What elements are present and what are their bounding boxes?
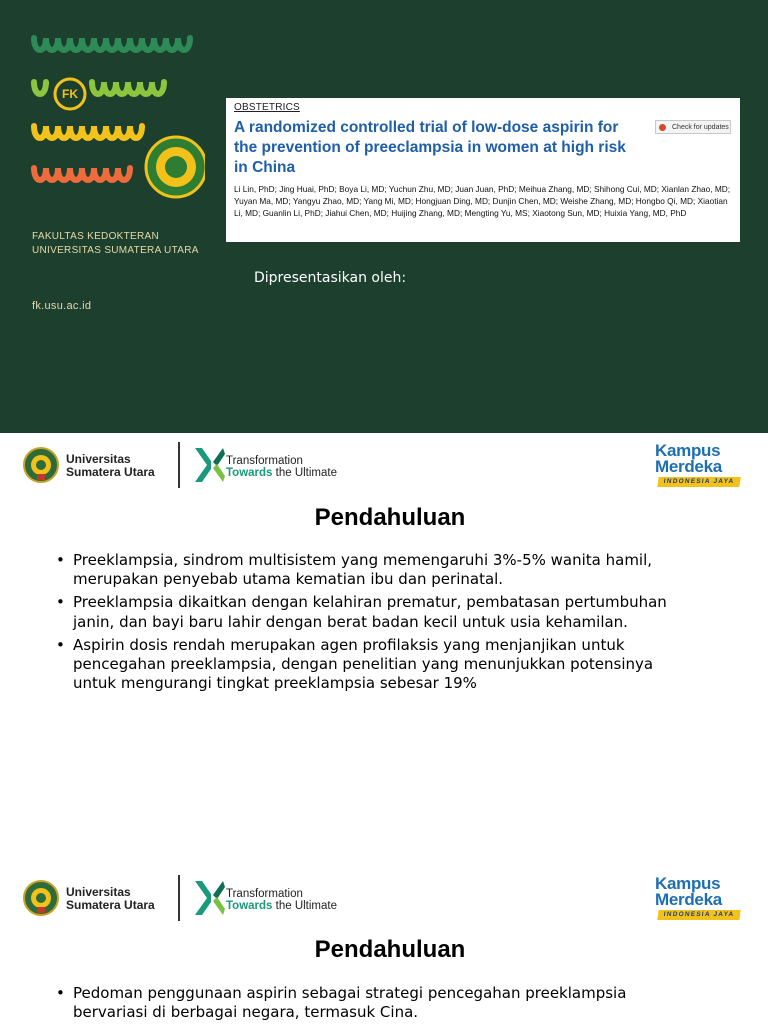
bullet-list: [56, 551, 676, 697]
check-updates-badge: Check for updates: [655, 120, 731, 134]
slide-title: Pendahuluan: [314, 504, 466, 531]
title-slide: [0, 0, 768, 433]
faculty-name: FAKULTAS KEDOKTERAN: [32, 231, 160, 242]
intro-slide-2: [0, 866, 768, 1024]
usu-logo-text: Universitas Sumatera Utara: [66, 885, 155, 912]
transformation-logo-text: Transformation Towards the Ultimate: [226, 888, 337, 912]
fk-wave-logo: [30, 32, 205, 202]
usu-seal-icon: [23, 447, 59, 483]
paper-header-image: [226, 98, 740, 242]
university-name: UNIVERSITAS SUMATERA UTARA: [32, 245, 199, 256]
update-icon: [659, 124, 666, 131]
kampus-merdeka-logo: Kampus Merdeka INDONESIA JAYA: [655, 443, 745, 493]
paper-title: A randomized controlled trial of low-dose aspirin for the prevention of preeclampsia in women at high risk in China: [234, 119, 626, 176]
paper-section: OBSTETRICS: [234, 102, 300, 113]
slide-title: Pendahuluan: [314, 936, 466, 963]
header-divider: [178, 875, 180, 921]
list-item: • Preeklampsia, sindrom multisistem yang memengaruhi 3%-5% wanita hamil, merupakan penyebab utama kematian ibu dan perinatal.: [56, 551, 676, 589]
list-item: • Aspirin dosis rendah merupakan agen profilaksis yang menjanjikan untuk pencegahan preeklampsia, dengan penelitian yang menunjukkan potensinya untuk mengurangi tingkat preeklampsia sebesar 19%: [56, 636, 676, 694]
presenter-label: Dipresentasikan oleh:: [254, 270, 407, 286]
transformation-x-icon: [193, 446, 225, 484]
bullet-list: [56, 984, 676, 1024]
list-item: • Pedoman penggunaan aspirin sebagai strategi pencegahan preeklampsia bervariasi di berbagai negara, termasuk Cina.: [56, 984, 676, 1022]
list-item: • Preeklampsia dikaitkan dengan kelahiran prematur, pembatasan pertumbuhan janin, dan bayi baru lahir dengan berat badan kecil untuk usia kehamilan.: [56, 593, 676, 631]
kampus-merdeka-logo: Kampus Merdeka INDONESIA JAYA: [655, 876, 745, 926]
svg-text:FK: FK: [62, 87, 78, 101]
transformation-logo-text: Transformation Towards the Ultimate: [226, 455, 337, 479]
usu-seal-icon: [23, 880, 59, 916]
header-divider: [178, 442, 180, 488]
intro-slide-1: [0, 433, 768, 866]
faculty-website: fk.usu.ac.id: [32, 300, 92, 312]
paper-authors: Li Lin, PhD; Jing Huai, PhD; Boya Li, MD; Yuchun Zhu, MD; Juan Juan, PhD; Meihua Zhang, MD; Shihong Cui, MD; Xianlan Zhao, MD; Yuyan Ma, MD; Yangyu Zhao, MD; Yang Mi, MD; Hongjuan Ding, MD; Dunjin Chen, MD; Weishe Zhang, MD; Hongbo Qi, MD; Xiaotian Li, MD; Guanlin Li, PhD; Jiahui Chen, MD; Huijing Zhang, MD; Mengting Yu, MS; Xiaotong Sun, MD; Huixia Yang, MD, PhD: [234, 184, 731, 218]
usu-logo-text: Universitas Sumatera Utara: [66, 452, 155, 479]
transformation-x-icon: [193, 879, 225, 917]
